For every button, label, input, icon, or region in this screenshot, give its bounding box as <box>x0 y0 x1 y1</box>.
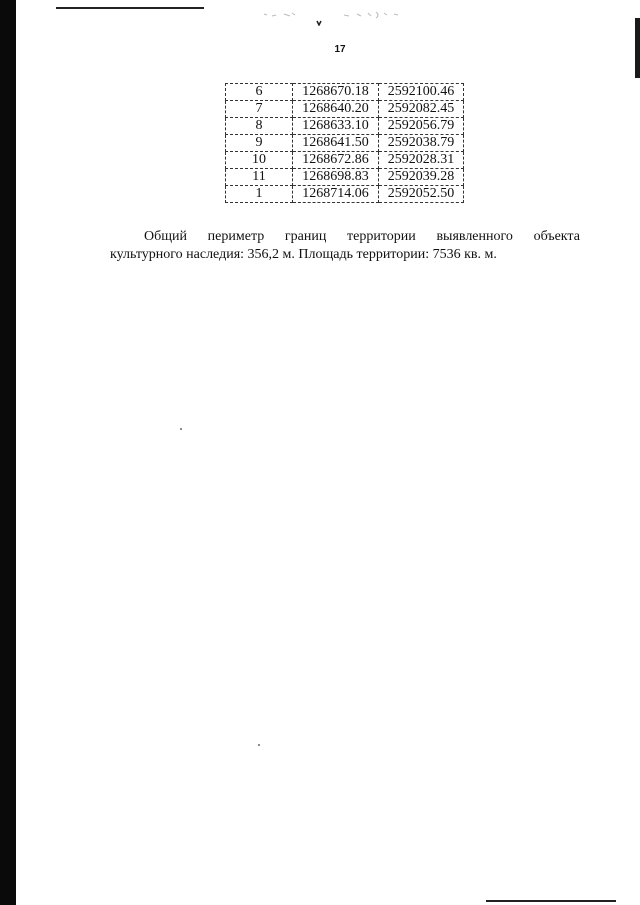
summary-word: границ <box>284 229 327 244</box>
coordinate-y-cell: 2592039.28 <box>379 169 464 186</box>
summary-line-2: культурного наследия: 356,2 м. Площадь территории: 7536 кв. м. <box>110 247 497 262</box>
point-number-cell: 9 <box>226 135 293 152</box>
summary-word: выявленного <box>436 229 513 244</box>
coordinate-x-cell: 1268640.20 <box>293 101 379 118</box>
coordinate-x-cell: 1268670.18 <box>293 84 379 101</box>
scan-edge-left <box>0 0 16 905</box>
point-number-cell: 10 <box>226 152 293 169</box>
table-row <box>226 101 464 118</box>
scan-speck <box>258 744 260 746</box>
table-row <box>226 135 464 152</box>
coordinate-y-cell: 2592038.79 <box>379 135 464 152</box>
coordinate-y-cell: 2592082.45 <box>379 101 464 118</box>
summary-word: территории <box>347 229 416 244</box>
coordinate-x-cell: 1268714.06 <box>293 186 379 203</box>
coordinate-x-cell: 1268672.86 <box>293 152 379 169</box>
scan-speck <box>180 428 182 430</box>
coordinate-x-cell: 1268641.50 <box>293 135 379 152</box>
point-number-cell: 7 <box>226 101 293 118</box>
coordinate-y-cell: 2592056.79 <box>379 118 464 135</box>
point-number-cell: 1 <box>226 186 293 203</box>
summary-word: Общий <box>144 229 187 244</box>
point-number-cell: 11 <box>226 169 293 186</box>
faint-stamp-marks <box>262 8 402 26</box>
top-rule <box>56 7 204 9</box>
summary-word: объекта <box>533 229 580 244</box>
page-number: 17 <box>334 44 346 55</box>
table-row <box>226 84 464 101</box>
point-number-cell: 8 <box>226 118 293 135</box>
coordinates-table <box>225 83 464 203</box>
table-row <box>226 118 464 135</box>
coordinate-x-cell: 1268698.83 <box>293 169 379 186</box>
coordinate-y-cell: 2592100.46 <box>379 84 464 101</box>
summary-line-1 <box>110 228 580 246</box>
summary-paragraph <box>110 228 580 264</box>
coordinate-y-cell: 2592028.31 <box>379 152 464 169</box>
coordinate-y-cell: 2592052.50 <box>379 186 464 203</box>
table-row <box>226 186 464 203</box>
coordinate-x-cell: 1268633.10 <box>293 118 379 135</box>
summary-word: периметр <box>207 229 265 244</box>
bottom-rule <box>486 900 616 902</box>
point-number-cell: 6 <box>226 84 293 101</box>
table-row <box>226 152 464 169</box>
table-row <box>226 169 464 186</box>
